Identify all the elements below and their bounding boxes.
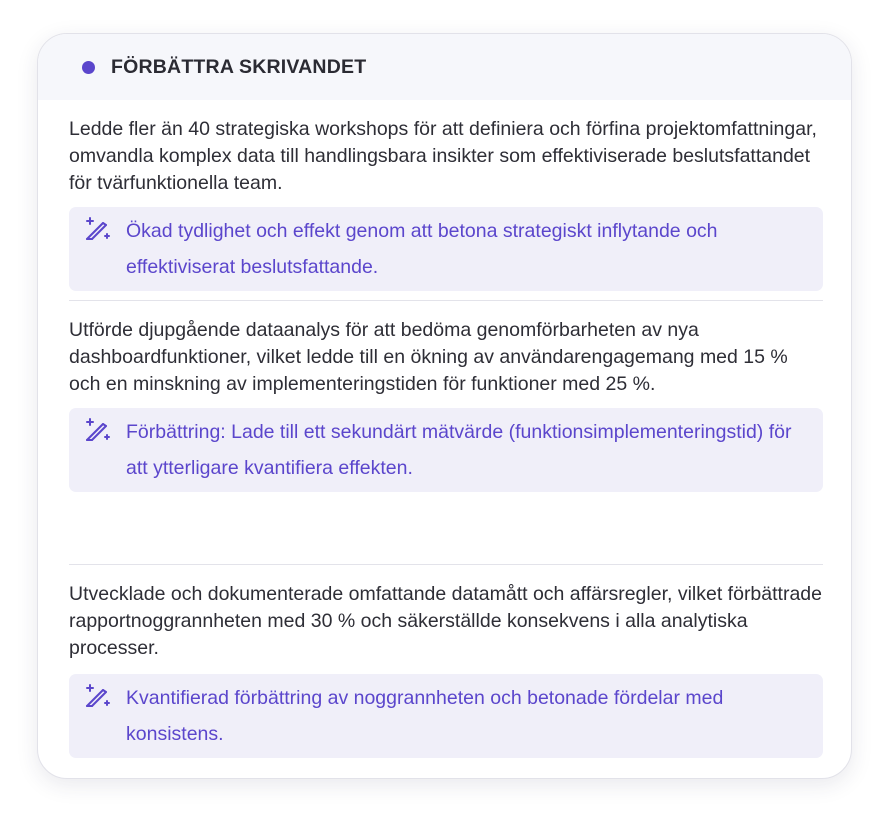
card-title: FÖRBÄTTRA SKRIVANDET bbox=[111, 55, 367, 78]
improve-writing-card bbox=[37, 33, 852, 779]
entry-text: Utvecklade och dokumenterade omfattande datamått och affärsregler, vilket förbättrade rapportnoggrannheten med 30 % och säkerställde konsekvens i alla analytiska processer. bbox=[69, 583, 822, 659]
card-header bbox=[38, 34, 851, 100]
suggestion-text: Förbättring: Lade till ett sekundärt mätvärde (funktionsimplementeringstid) för att ytterligare kvantifiera effekten. bbox=[126, 421, 792, 479]
suggestion-text: Kvantifierad förbättring av noggrannheten och betonade fördelar med konsistens. bbox=[126, 687, 724, 745]
suggestion-box[interactable] bbox=[69, 674, 823, 758]
entry-1 bbox=[69, 116, 823, 291]
divider bbox=[69, 300, 823, 301]
entry-2 bbox=[69, 317, 823, 492]
magic-wand-icon bbox=[83, 682, 111, 710]
suggestion-box[interactable] bbox=[69, 207, 823, 291]
status-dot bbox=[82, 61, 95, 74]
suggestion-box[interactable] bbox=[69, 408, 823, 492]
entry-text: Utförde djupgående dataanalys för att bedöma genomförbarheten av nya dashboardfunktioner, vilket ledde till en ökning av användarengagemang med 15 % och en minskning av implementeringstiden för funktioner med 25 %. bbox=[69, 319, 788, 395]
entry-3 bbox=[69, 581, 823, 758]
suggestion-text: Ökad tydlighet och effekt genom att betona strategiskt inflytande och effektiviserat beslutsfattande. bbox=[126, 220, 718, 278]
entry-text: Ledde fler än 40 strategiska workshops för att definiera och förfina projektomfattningar, omvandla komplex data till handlingsbara insikter som effektiviserade beslutsfattandet för tvärfunktionella team. bbox=[69, 118, 817, 194]
magic-wand-icon bbox=[83, 215, 111, 243]
magic-wand-icon bbox=[83, 416, 111, 444]
divider bbox=[69, 564, 823, 565]
